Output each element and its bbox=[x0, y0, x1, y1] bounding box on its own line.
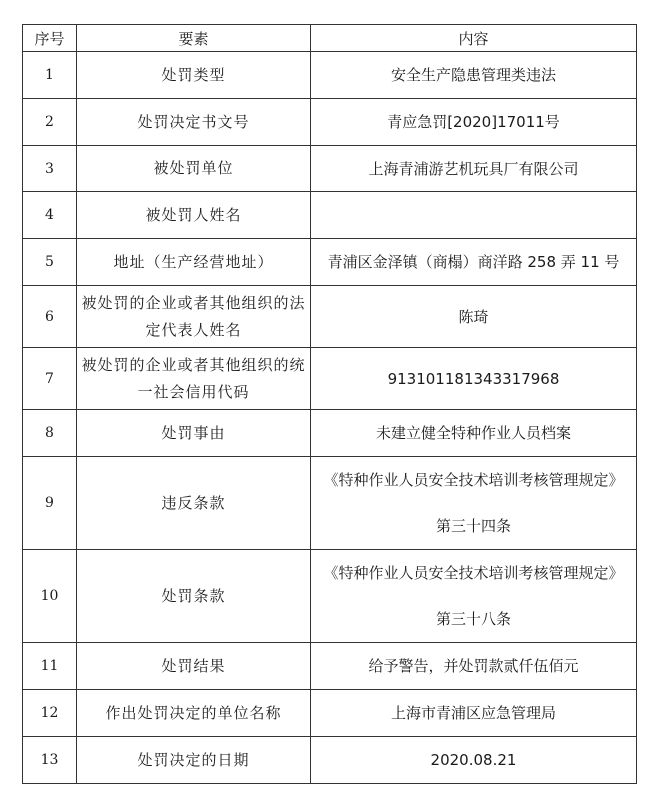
row-element: 处罚条款 bbox=[77, 550, 311, 643]
row-element: 被处罚单位 bbox=[77, 146, 311, 192]
row-content bbox=[311, 192, 637, 239]
row-number: 12 bbox=[23, 690, 77, 737]
row-element: 被处罚人姓名 bbox=[77, 192, 311, 239]
regulation-article: 第三十四条 bbox=[435, 517, 511, 535]
row-number: 11 bbox=[23, 643, 77, 690]
row-number: 5 bbox=[23, 239, 77, 286]
row-content: 安全生产隐患管理类违法 bbox=[311, 52, 637, 99]
header-content: 内容 bbox=[311, 25, 637, 52]
row-element: 处罚事由 bbox=[77, 410, 311, 457]
row-number: 7 bbox=[23, 348, 77, 410]
row-number: 3 bbox=[23, 146, 77, 192]
table-row bbox=[23, 457, 637, 550]
row-number: 10 bbox=[23, 550, 77, 643]
header-element: 要素 bbox=[77, 25, 311, 52]
row-content bbox=[311, 550, 637, 643]
row-number: 1 bbox=[23, 52, 77, 99]
table-row bbox=[23, 239, 637, 286]
row-number: 6 bbox=[23, 286, 77, 348]
row-content: 上海青浦游艺机玩具厂有限公司 bbox=[311, 146, 637, 192]
table-row bbox=[23, 286, 637, 348]
row-number: 4 bbox=[23, 192, 77, 239]
regulation-article: 第三十八条 bbox=[435, 610, 511, 628]
row-content: 上海市青浦区应急管理局 bbox=[311, 690, 637, 737]
row-element: 地址（生产经营地址） bbox=[77, 239, 311, 286]
row-element: 处罚结果 bbox=[77, 643, 311, 690]
row-element: 被处罚的企业或者其他组织的统一社会信用代码 bbox=[77, 348, 311, 410]
header-row bbox=[23, 25, 637, 52]
row-element: 作出处罚决定的单位名称 bbox=[77, 690, 311, 737]
row-content: 913101181343317968 bbox=[311, 348, 637, 410]
table-row bbox=[23, 99, 637, 146]
regulation-title: 《特种作业人员安全技术培训考核管理规定》 bbox=[323, 471, 624, 489]
header-seq: 序号 bbox=[23, 25, 77, 52]
row-element: 处罚决定的日期 bbox=[77, 737, 311, 784]
table-row bbox=[23, 146, 637, 192]
table-row bbox=[23, 52, 637, 99]
table-row bbox=[23, 348, 637, 410]
row-element: 违反条款 bbox=[77, 457, 311, 550]
table-row bbox=[23, 192, 637, 239]
row-element: 处罚类型 bbox=[77, 52, 311, 99]
table-row bbox=[23, 737, 637, 784]
row-number: 13 bbox=[23, 737, 77, 784]
table-row bbox=[23, 643, 637, 690]
row-element: 处罚决定书文号 bbox=[77, 99, 311, 146]
row-number: 9 bbox=[23, 457, 77, 550]
row-content: 青应急罚[2020]17011号 bbox=[311, 99, 637, 146]
penalty-info-table bbox=[22, 24, 637, 784]
row-content: 陈琦 bbox=[311, 286, 637, 348]
row-content: 青浦区金泽镇（商榻）商洋路 258 弄 11 号 bbox=[311, 239, 637, 286]
table-row bbox=[23, 690, 637, 737]
row-content bbox=[311, 457, 637, 550]
row-number: 8 bbox=[23, 410, 77, 457]
table-row bbox=[23, 410, 637, 457]
table-row bbox=[23, 550, 637, 643]
row-number: 2 bbox=[23, 99, 77, 146]
row-content: 未建立健全特种作业人员档案 bbox=[311, 410, 637, 457]
row-content: 给予警告，并处罚款贰仟伍佰元 bbox=[311, 643, 637, 690]
row-element: 被处罚的企业或者其他组织的法定代表人姓名 bbox=[77, 286, 311, 348]
regulation-title: 《特种作业人员安全技术培训考核管理规定》 bbox=[323, 564, 624, 582]
row-content: 2020.08.21 bbox=[311, 737, 637, 784]
